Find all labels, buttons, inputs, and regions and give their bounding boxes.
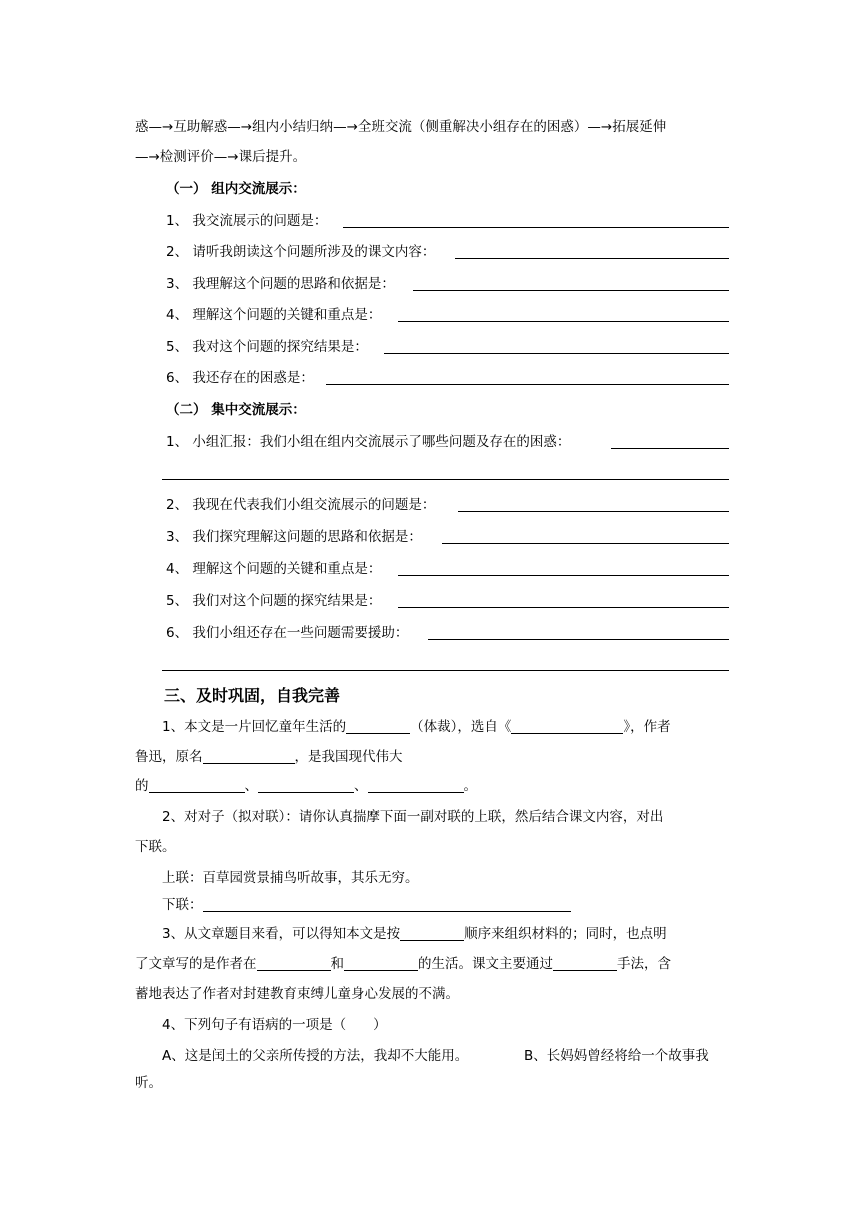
q1-title-blank-3[interactable] <box>368 778 464 793</box>
q2-lower-label: 下联： <box>162 897 203 913</box>
s2-item-5-answer-line[interactable] <box>398 607 729 608</box>
s1-item-2: 2、 请听我朗读这个问题所涉及的课文内容： <box>166 244 436 260</box>
q3-line-1 <box>162 925 667 943</box>
flow-line-2: —→检测评价—→课后提升。 <box>135 149 307 165</box>
q3-text-d: 和 <box>330 956 344 972</box>
q3-text-f: 手法，含 <box>617 956 671 972</box>
q3-line-3: 蓄地表达了作者对封建教育束缚儿童身心发展的不满。 <box>135 986 459 1002</box>
q1-text-d: 鲁迅，原名 <box>135 749 203 765</box>
q1-text-b: （体裁），选自《 <box>410 719 512 735</box>
s1-item-1-answer-line[interactable] <box>343 227 729 228</box>
q1-sep-1: 、 <box>244 778 258 794</box>
section2-title: （二） 集中交流展示： <box>166 402 306 418</box>
q4-option-a[interactable]: A、这是闰土的父亲所传授的方法，我却不大能用。 <box>162 1048 469 1064</box>
section1-title: （一） 组内交流展示： <box>166 181 306 197</box>
s2-item-6-answer-line-2[interactable] <box>162 670 729 671</box>
q1-text-a: 1、本文是一片回忆童年生活的 <box>162 719 347 735</box>
s2-item-3-answer-line[interactable] <box>442 543 729 544</box>
s2-item-2: 2、 我现在代表我们小组交流展示的问题是： <box>166 497 436 513</box>
q2-line-2: 下联。 <box>135 839 176 855</box>
q1-source-blank[interactable] <box>511 719 623 734</box>
q1-title-blank-1[interactable] <box>149 778 245 793</box>
q3-line-2 <box>135 955 671 973</box>
q1-line-3 <box>135 777 477 795</box>
q2-lower-blank[interactable] <box>203 897 571 912</box>
s2-item-1-answer-line-2[interactable] <box>162 479 729 480</box>
s1-item-3-answer-line[interactable] <box>413 290 729 291</box>
q2-line-1: 2、对对子（拟对联）：请你认真揣摩下面一副对联的上联，然后结合课文内容，对出 <box>162 809 664 825</box>
q3-text-b: 顺序来组织材料的；同时，也点明 <box>464 926 667 942</box>
s1-item-4-answer-line[interactable] <box>398 321 729 322</box>
q3-text-e: 的生活。课文主要通过 <box>418 956 553 972</box>
q1-end: 。 <box>463 778 477 794</box>
q2-upper: 上联：百草园赏景捕鸟听故事，其乐无穷。 <box>162 870 419 886</box>
q2-lower <box>162 896 571 914</box>
s2-item-6-answer-line[interactable] <box>428 639 729 640</box>
q1-text-f: 的 <box>135 778 149 794</box>
q3-place-blank-1[interactable] <box>257 956 331 971</box>
s2-item-1-answer-line[interactable] <box>611 448 729 449</box>
s1-item-6-answer-line[interactable] <box>326 384 729 385</box>
q3-technique-blank[interactable] <box>553 956 617 971</box>
s2-item-4: 4、 理解这个问题的关键和重点是： <box>166 561 382 577</box>
q1-genre-blank[interactable] <box>346 719 410 734</box>
s2-item-3: 3、 我们探究理解这问题的思路和依据是： <box>166 529 422 545</box>
q1-line-2 <box>135 748 403 766</box>
s1-item-6: 6、 我还存在的困惑是： <box>166 370 314 386</box>
q1-line-1 <box>162 718 671 736</box>
q1-text-c: 》，作者 <box>623 719 671 735</box>
q3-text-c: 了文章写的是作者在 <box>135 956 257 972</box>
q1-text-e: ，是我国现代伟大 <box>294 749 403 765</box>
part3-heading: 三、及时巩固，自我完善 <box>164 686 341 705</box>
q4-option-b[interactable]: B、长妈妈曾经将给一个故事我 <box>524 1048 709 1064</box>
q4-stem: 4、下列句子有语病的一项是（ ） <box>162 1017 387 1033</box>
s1-item-5-answer-line[interactable] <box>384 353 729 354</box>
s1-item-3: 3、 我理解这个问题的思路和依据是： <box>166 276 395 292</box>
s1-item-4: 4、 理解这个问题的关键和重点是： <box>166 307 382 323</box>
q3-order-blank[interactable] <box>400 926 464 941</box>
q4-option-b-cont: 听。 <box>135 1075 162 1091</box>
s1-item-5: 5、 我对这个问题的探究结果是： <box>166 339 368 355</box>
s2-item-1: 1、 小组汇报：我们小组在组内交流展示了哪些问题及存在的困惑： <box>166 434 571 450</box>
q3-text-a: 3、从文章题目来看，可以得知本文是按 <box>162 926 401 942</box>
flow-line-1: 惑—→互助解惑—→组内小结归纳—→全班交流（侧重解决小组存在的困惑）—→拓展延伸 <box>135 119 667 135</box>
q1-sep-2: 、 <box>354 778 368 794</box>
s2-item-4-answer-line[interactable] <box>398 575 729 576</box>
s2-item-6: 6、 我们小组还存在一些问题需要援助： <box>166 625 409 641</box>
q1-title-blank-2[interactable] <box>258 778 354 793</box>
q3-place-blank-2[interactable] <box>344 956 418 971</box>
s1-item-1: 1、 我交流展示的问题是： <box>166 213 328 229</box>
s2-item-2-answer-line[interactable] <box>458 511 729 512</box>
q1-name-blank[interactable] <box>203 749 295 764</box>
s1-item-2-answer-line[interactable] <box>455 258 729 259</box>
s2-item-5: 5、 我们对这个问题的探究结果是： <box>166 593 382 609</box>
